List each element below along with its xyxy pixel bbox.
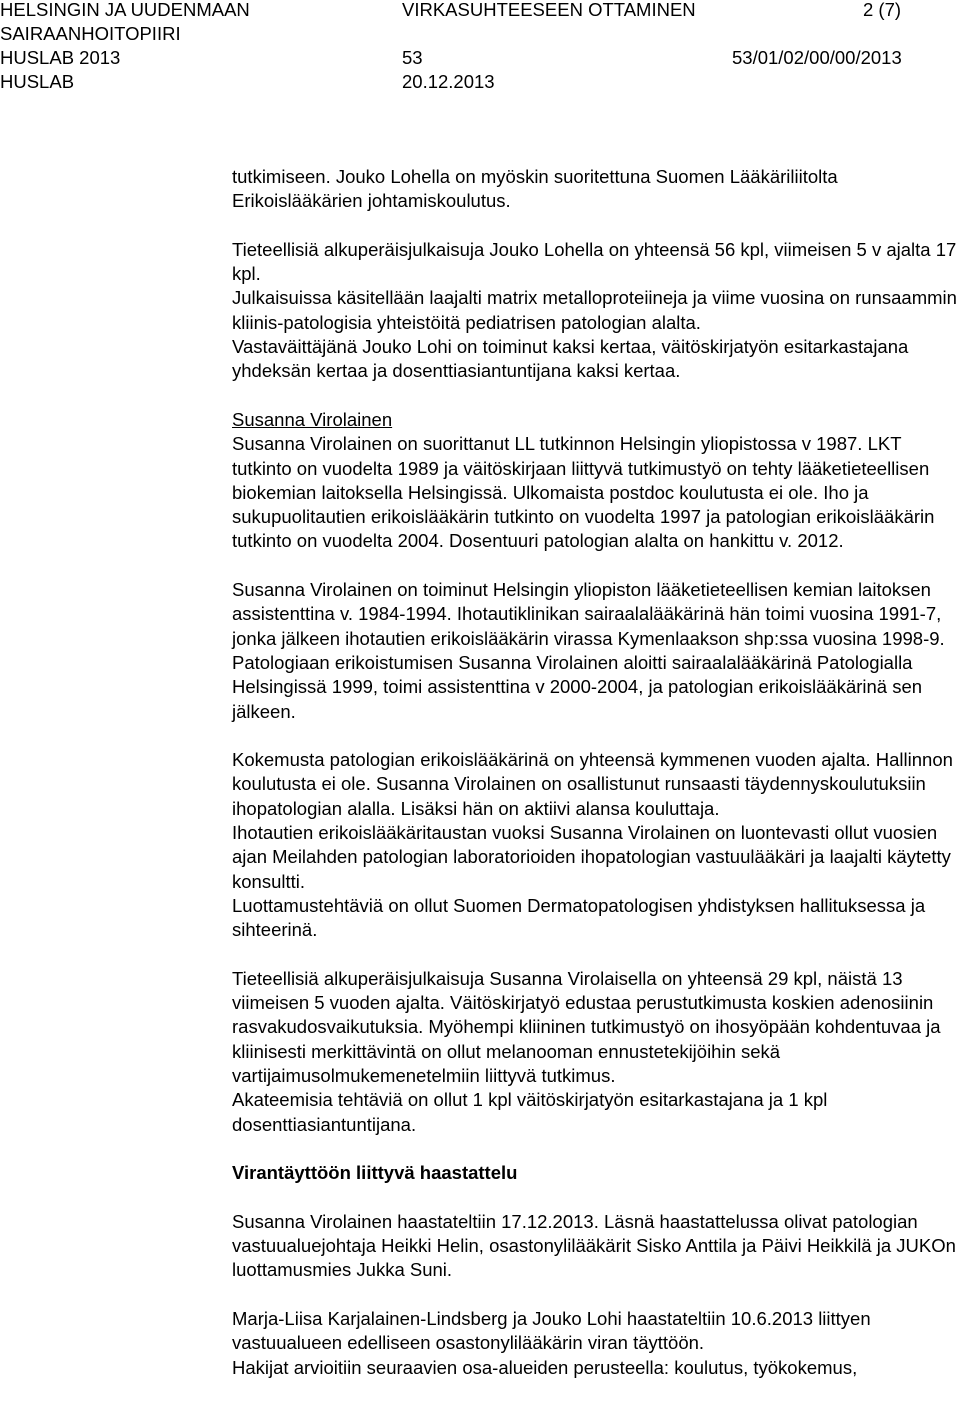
decision-number: 53 <box>402 47 423 68</box>
paragraph-publication-topics: Julkaisuissa käsitellään laajalti matrix metalloproteiineja ja viime vuosina on runsaammin kliinis-patologisia yhteistöitä pediatrisen patologian alalta. <box>232 287 957 333</box>
paragraph-evaluation-criteria: Hakijat arvioitiin seuraavien osa-alueiden perusteella: koulutus, työkokemus, <box>232 1356 858 1378</box>
organization-name-line1: HELSINGIN JA UUDENMAAN <box>0 0 250 20</box>
paragraph-publications: Tieteellisiä alkuperäisjulkaisuja Jouko Lohella on yhteensä 56 kpl, viimeisen 5 v ajalta 17 kpl. <box>232 238 957 285</box>
paragraph-interview: Susanna Virolainen haastateltiin 17.12.2013. Läsnä haastattelussa olivat patologian vastuualuejohtaja Heikki Helin, osastonylilääkärit Sisko Anttila ja Päivi Heikkilä ja JUKOn luottamusmies Jukka Suni. <box>232 1210 956 1281</box>
paragraph-scientific-publications: Tieteellisiä alkuperäisjulkaisuja Susanna Virolaisella on yhteensä 29 kpl, näistä 13 viimeisen 5 vuoden ajalta. Väitöskirjatyö edustaa perustutkimusta koskien adenosiinin rasvakudosvaikutuksia. Myöhempi kliininen tutkimustyö on ihosyöpään kohdentuvaa ja kliinisesti merkittävintä on ollut melanooman ennustetekijöihin sekä vartijaimusolmukemenetelmiin liittyvä tutkimus. <box>232 967 941 1086</box>
reference-code: 53/01/02/00/00/2013 <box>732 47 902 68</box>
paragraph-previous-interview: Marja-Liisa Karjalainen-Lindsberg ja Jouko Lohi haastateltiin 10.6.2013 liittyen vastuualueen edelliseen osastonylilääkärin viran täyttöön. <box>232 1307 871 1354</box>
candidate-heading: Susanna Virolainen <box>232 408 393 430</box>
paragraph-academic-duties: Vastaväittäjänä Jouko Lohi on toiminut kaksi kertaa, väitöskirjatyön esitarkastajana yhdeksän kertaa ja dosenttiasiantuntijana kaksi kertaa. <box>232 336 909 382</box>
document-type: VIRKASUHTEESEEN OTTAMINEN <box>402 0 696 20</box>
paragraph-work-history: Susanna Virolainen on toiminut Helsingin yliopiston lääketieteellisen kemian laitoksen assistenttina v. 1984-1994. Ihotautiklinikan sairaalalääkärinä hän toimi vuosina 1991-7, jonka jälkeen ihotautien erikoislääkärin virassa Kymenlaakson shp:ssa vuosina 1998-9. Patologiaan erikoistumisen Susanna Virolainen aloitti sairaalalääkärinä Patologialla Helsingissä 1999, toimi assistenttina v 2000-2004, ja patologian erikoislääkärinä sen jälkeen. <box>232 579 945 722</box>
paragraph-academic-tasks: Akateemisia tehtäviä on ollut 1 kpl väitöskirjatyön esitarkastajana ja 1 kpl dosenttiasiantuntijana. <box>232 1089 828 1135</box>
unit-name: HUSLAB <box>0 71 75 92</box>
paragraph-dermatopathology: Ihotautien erikoislääkäritaustan vuoksi Susanna Virolainen on luontevasti ollut vuosien ajan Meilahden patologian laboratorioiden ihopatologian vastuulääkäri ja laajalti käytetty konsultti. <box>232 822 951 892</box>
section-heading-interview: Virantäyttöön liittyvä haastattelu <box>232 1162 518 1184</box>
organization-name-line2: SAIRAANHOITOPIIRI <box>0 23 181 44</box>
document-date: 20.12.2013 <box>402 71 495 92</box>
paragraph-continuation: tutkimiseen. Jouko Lohella on myöskin suoritettuna Suomen Lääkäriliitolta Erikoislääkärien johtamiskoulutus. <box>232 166 838 212</box>
document-body <box>232 165 958 1380</box>
unit-year: HUSLAB 2013 <box>0 47 121 68</box>
paragraph-experience: Kokemusta patologian erikoislääkärinä on yhteensä kymmenen vuoden ajalta. Hallinnon koulutusta ei ole. Susanna Virolainen on osallistunut runsaasti täydennyskoulutuksiin ihopatologian alalla. Lisäksi hän on aktiivi alansa kouluttaja. <box>232 749 953 819</box>
paragraph-education: Susanna Virolainen on suorittanut LL tutkinnon Helsingin yliopistossa v 1987. LKT tutkinto on vuodelta 1989 ja väitöskirjaan liittyvä tutkimustyö on tehty lääketieteellisen biokemian laitoksella Helsingissä. Ulkomaista postdoc koulutusta ei ole. Iho ja sukupuolitautien erikoislääkärin tutkinto on vuodelta 1997 ja patologian erikoislääkärin tutkinto on vuodelta 2004. Dosentuuri patologian alalta on hankittu v. 2012. <box>232 433 935 552</box>
paragraph-positions-of-trust: Luottamustehtäviä on ollut Suomen Dermatopatologisen yhdistyksen hallituksessa ja sihteerinä. <box>232 894 926 941</box>
page-number: 2 (7) <box>863 0 902 20</box>
